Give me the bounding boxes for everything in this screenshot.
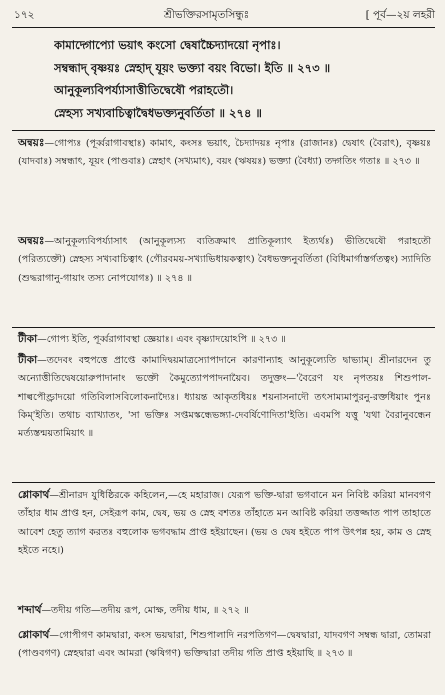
shabdartha-text: —তদীয় গতি—তদীয় রূপ, মোক্ষ, তদীয় ধাম, ॥ ২৭২ ॥ [41, 605, 249, 616]
shabdartha-section [18, 601, 431, 621]
slokartha-section-2 [18, 626, 431, 690]
slokartha-text: —গোপীগণ কামদ্বারা, কংস ভয়দ্বারা, শিশুপালাদি নরপতিগণ—দ্বেষদ্বারা, যাদবগণ সম্বন্ধ দ্বারা, তোমরা (পাণ্ডবগণ) স্নেহদ্বারা এবং আমরা (ঋষিগণ) ভক্তিদ্বারা তদীয় গতি প্রাপ্ত হইয়াছি ॥ ২৭৩ ॥ [18, 630, 431, 660]
slokartha-label: শ্লোকার্থ [18, 489, 50, 501]
page-number: ১৭২ [14, 9, 35, 21]
tika-section-2 [18, 351, 431, 479]
verse-line: আনুকূল্যবিপর্য্যাসাত্তীতিদ্বেষৌ পরাহতৌ। [54, 83, 234, 97]
anvaya-label: অন্বয়ঃ [18, 235, 45, 247]
anvaya-section-1 [18, 134, 431, 226]
anvaya-text: —আনুকূল্যবিপর্য্যাসাৎ (আনুকূল্যস্য ব্যতিক্রমাৎ প্রাতিকূল্যাৎ ইত্যর্থঃ) ভীতিদ্বেষৌ পরাহতৌ (পরিত্যক্তৌ) স্নেহস্য সখ্যবাচিত্বাৎ (গৌরবময়-সখ্যাভিধায়কত্বাৎ) বৈধভক্ত্যনুবর্তিতা (বিধিমার্গাস্তর্গতত্বং) স্যাদিতি (শুদ্ধরাগানু-গায়াং তস্য নোপযোগঃ) ॥ ২৭৪ ॥ [18, 236, 431, 284]
verse-line: কামাদ্গোপ্যো ভয়াৎ কংসো দ্বেষাচ্চৈদ্যাদয়ো নৃপাঃ। [54, 38, 281, 52]
shabdartha-label: শব্দার্থ [18, 604, 42, 616]
anvaya-text: —গোপ্যঃ (পূর্ব্বরাগাবস্থাঃ) কামাৎ, কংসঃ ভয়াৎ, চৈদ্যাদয়ঃ নৃপাঃ (রাজানঃ) দ্বেষাৎ (বৈরাৎ), বৃষ্ণয়ঃ (যাদবাঃ) সম্বন্ধাৎ, যূয়ং (পাণ্ডবাঃ) স্নেহাৎ (সখ্যমাৎ), বয়ং (ঋষয়ঃ) ভক্ত্যা (বৈধ্যা) তদ্গতিং গতাঃ ॥ ২৭৩ ॥ [18, 138, 431, 168]
slokartha-divider [12, 482, 435, 483]
tika-divider [12, 327, 435, 328]
verse-line: সম্বন্ধাদ্ বৃষ্ণয়ঃ স্নেহাদ্ যূয়ং ভক্ত্যা বয়ং বিভো। ইতি ॥ ২৭৩ ॥ [54, 60, 331, 75]
book-title: শ্রীভক্তিরসামৃতসিন্ধুঃ [164, 9, 250, 21]
tika-text: —গোপ্য ইতি, পূর্ব্বরাগাবস্থা জ্ঞেয়াঃ। এবং বৃষ্ণ্যাদয়োঽপি ॥ ২৭৩ ॥ [37, 334, 286, 345]
verse-divider [12, 130, 435, 131]
anvaya-label: অন্বয়ঃ [18, 137, 45, 149]
verse-line: স্নেহস্য সখ্যবাচিত্বাদ্বৈধভক্ত্যনুবর্তিতা ॥ ২৭৪ ॥ [54, 105, 262, 120]
tika-label: টীকা [18, 354, 38, 366]
header-divider [12, 27, 435, 28]
tika-text: —তদেবং বহুপত্তে প্রাপ্তে কামাদিদ্বয়মাত্রস্যোপাদানে কারণান্যাহ আনুকূল্যেতি দ্বাভ্যাম্। শ্রীনারদেন তু অন্যোত্তীতিদ্বেষয়োরুপাদানাং ভক্তৌ কৈমুত্যোপপাদনায়ৈব। তদুক্তং—'বৈরেণ যং নৃপতয়ঃ শিশুপাল-শাল্বপৌণ্ড্রাদয়ো গতিবিলাসবিলোকনাদ্যৈঃ। ধ্যায়ন্ত আকৃতধিয়ঃ শয়নাসনাদৌ তৎসাম্যমাপুরনু-রক্তধিয়াং পুনঃ কিম্'ইতি। তথাচ ব্যাখ্যাতং, 'সা ভক্তিঃ সপ্তমস্কন্ধেভঙ্গ্যা-দেবর্ষিণোদিতা'ইতি। এবমপি যত্তু 'যথা বৈরানুবন্ধেন মর্ত্যস্তন্ময়তামিয়াৎ ॥ [18, 355, 431, 440]
tika-label: টীকা [18, 333, 38, 345]
slokartha-label: শ্লোকার্থ [18, 629, 50, 641]
slokartha-section-1 [18, 486, 431, 596]
anvaya-section-2 [18, 232, 431, 324]
sanskrit-verse [54, 34, 433, 124]
slokartha-text: —শ্রীনারদ যুধিষ্ঠিরকে কহিলেন,—হে মহারাজ। যেরূপ ভক্তি-দ্বারা ভগবানে মন নিবিষ্ট করিয়া মানবগণ তাঁহার ধাম প্রাপ্ত হন, সেইরূপ কাম, দ্বেষ, ভয় ও স্নেহ বশতঃ তাঁহাতে মন আবিষ্ট করিয়া তত্তজ্জাত পাপ তাহাতে আবেশ হেতু ত্যাগ করতঃ বহুলোক ভগবদ্ধাম প্রাপ্ত হইয়াছেন। (ভয় ও দ্বেষ হইতে পাপ উৎপন্ন হয়, কাম ও স্নেহ হইতে নহে।) [18, 490, 431, 556]
section-label: [ পূর্ব—২য় লহরী [365, 9, 435, 21]
tika-section-1 [18, 330, 431, 350]
running-header [14, 6, 435, 24]
